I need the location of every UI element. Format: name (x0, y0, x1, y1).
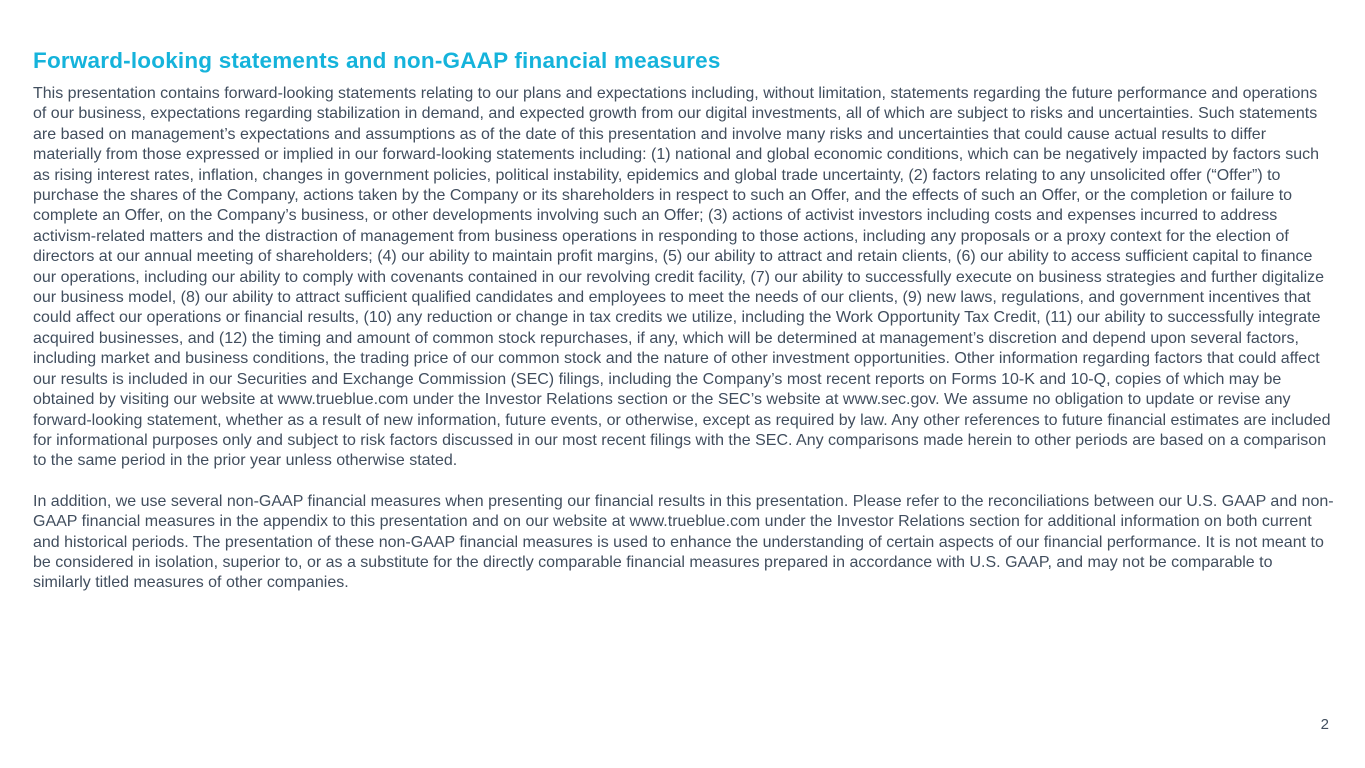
slide-title: Forward-looking statements and non-GAAP financial measures (33, 48, 721, 74)
non-gaap-measures-paragraph: In addition, we use several non-GAAP financial measures when presenting our financial results in this presentation. Please refer to the reconciliations between our U.S. GAAP and non-GAAP financial measures in the appendix to this presentation and on our website at www.trueblue.com under the Investor Relations section for additional information on both current and historical periods. The presentation of these non-GAAP financial measures is used to enhance the understanding of certain aspects of our financial performance. It is not meant to be considered in isolation, superior to, or as a substitute for the directly comparable financial measures prepared in accordance with U.S. GAAP, and may not be comparable to similarly titled measures of other companies. (33, 492, 1334, 592)
page-number: 2 (1320, 716, 1329, 733)
disclaimer-text-block (33, 84, 1334, 614)
forward-looking-statements-paragraph: This presentation contains forward-looking statements relating to our plans and expectations including, without limitation, statements regarding the future performance and operations of our business, expectations regarding stabilization in demand, and expected growth from our digital investments, all of which are subject to risks and uncertainties. Such statements are based on management’s expectations and assumptions as of the date of this presentation and involve many risks and uncertainties that could cause actual results to differ materially from those expressed or implied in our forward-looking statements including: (1) national and global economic conditions, which can be negatively impacted by factors such as rising interest rates, inflation, changes in government policies, political instability, epidemics and global trade uncertainty, (2) factors relating to any unsolicited offer (“Offer”) to purchase the shares of the Company, actions taken by the Company or its shareholders in respect to such an Offer, and the effects of such an Offer, or the completion or failure to complete an Offer, on the Company’s business, or other developments involving such an Offer; (3) actions of activist investors including costs and expenses incurred to address activism-related matters and the distraction of management from business operations in responding to those actions, including any proposals or a proxy context for the election of directors at our annual meeting of shareholders; (4) our ability to maintain profit margins, (5) our ability to attract and retain clients, (6) our ability to access sufficient capital to finance our operations, including our ability to comply with covenants contained in our revolving credit facility, (7) our ability to successfully execute on business strategies and further digitalize our business model, (8) our ability to attract sufficient qualified candidates and employees to meet the needs of our clients, (9) new laws, regulations, and government incentives that could affect our operations or financial results, (10) any reduction or change in tax credits we utilize, including the Work Opportunity Tax Credit, (11) our ability to successfully integrate acquired businesses, and (12) the timing and amount of common stock repurchases, if any, which will be determined at management’s discretion and depend upon several factors, including market and business conditions, the trading price of our common stock and the nature of other investment opportunities. Other information regarding factors that could affect our results is included in our Securities and Exchange Commission (SEC) filings, including the Company’s most recent reports on Forms 10-K and 10-Q, copies of which may be obtained by visiting our website at www.trueblue.com under the Investor Relations section or the SEC’s website at www.sec.gov. We assume no obligation to update or revise any forward-looking statement, whether as a result of new information, future events, or otherwise, except as required by law. Any other references to future financial estimates are included for informational purposes only and subject to risk factors discussed in our most recent filings with the SEC. Any comparisons made herein to other periods are based on a comparison to the same period in the prior year unless otherwise stated. (33, 85, 1331, 470)
